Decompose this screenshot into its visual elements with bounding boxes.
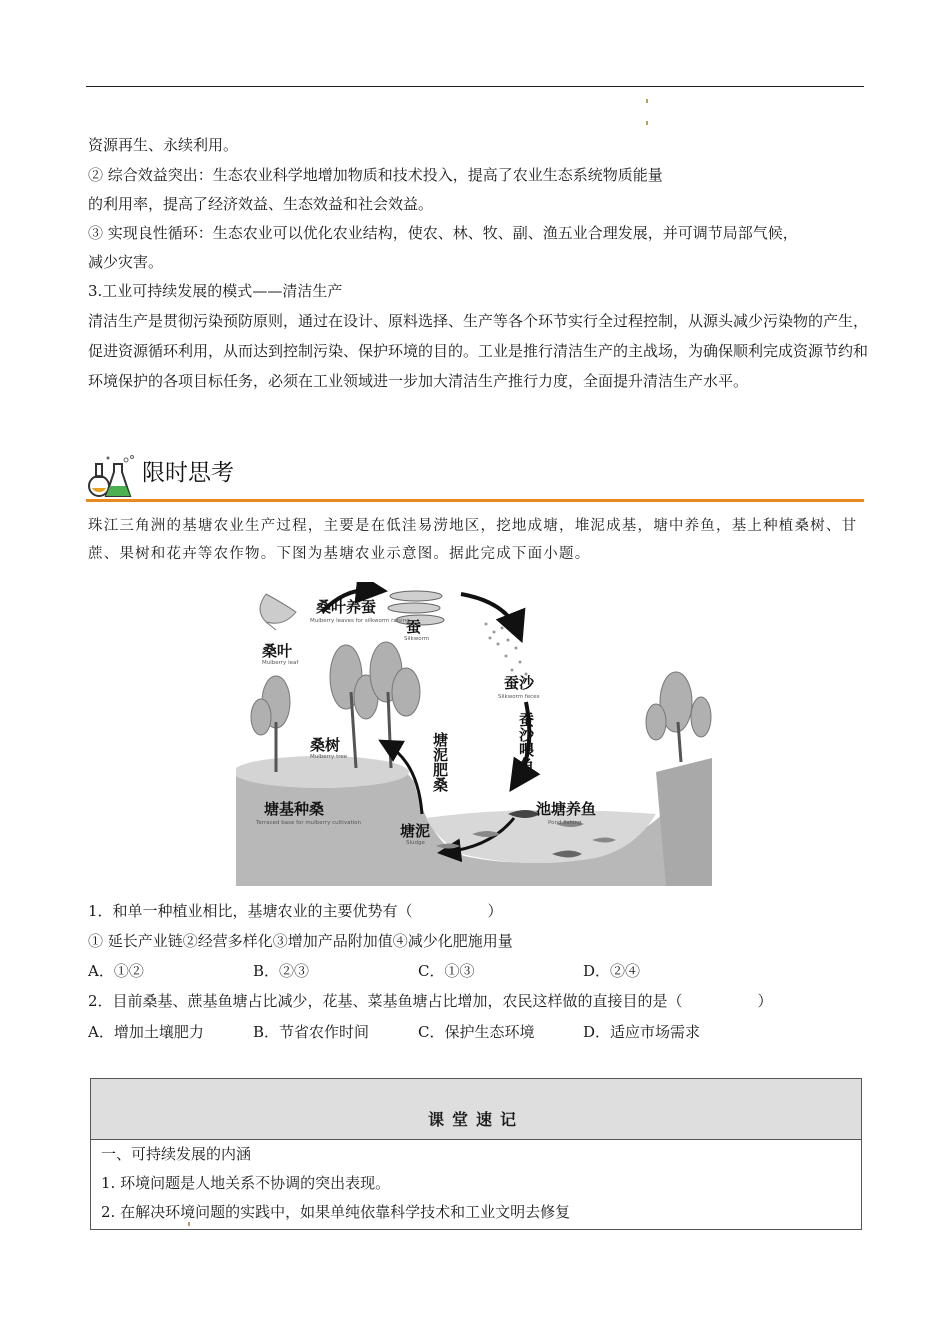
- class-notes-box: [90, 1078, 862, 1230]
- label-feed-silkworm-en: Mulberry leaves for silkworm raising: [310, 618, 410, 624]
- label-sludge-en: Sludge: [406, 840, 425, 846]
- label-pond-fish-en: Pond fishing: [548, 820, 582, 826]
- label-sludge: 塘泥: [400, 822, 431, 840]
- notes-row: 2. 在解决环境问题的实践中，如果单纯依靠科学技术和工业文明去修复: [101, 1203, 571, 1221]
- clean-production-paragraph: 清洁生产是贯彻污染预防原则，通过在设计、原料选择、生产等各个环节实行全过程控制，从源头减少污染物的产生，促进资源循环利用，从而达到控制污染、保护环境的目的。工业是推行清洁生产的主战场，为确保顺利完成资源节约和环境保护的各项目标任务，必须在工业领域进一步加大清洁生产推行力度，全面提升清洁生产水平。: [88, 312, 869, 390]
- label-feed-silkworm: 桑叶养蚕: [316, 598, 377, 616]
- notes-row: 1. 环境问题是人地关系不协调的突出表现。: [101, 1174, 391, 1192]
- label-feces-feed-fish: 蚕沙喂鱼: [517, 712, 535, 772]
- section-underline: [86, 499, 864, 502]
- label-pond-fish: 池塘养鱼: [536, 800, 597, 818]
- text-line: ② 综合效益突出：生态农业科学地增加物质和技术投入，提高了农业生态系统物质能量: [88, 166, 663, 184]
- label-silkworm-en: Silkworm: [404, 636, 430, 642]
- text-line: 的利用率，提高了经济效益、生态效益和社会效益。: [88, 195, 434, 213]
- q2-option-b[interactable]: B．节省农作时间: [253, 1023, 370, 1041]
- q1-option-b[interactable]: B．②③: [253, 962, 310, 980]
- subheading-clean-production: 3.工业可持续发展的模式——清洁生产: [88, 282, 343, 300]
- q2-option-c[interactable]: C．保护生态环境: [418, 1023, 535, 1041]
- question-2-stem: 2．目前桑基、蔗基鱼塘占比减少，花基、菜基鱼塘占比增加，农民这样做的直接目的是（ ）: [88, 992, 773, 1010]
- q1-option-c[interactable]: C．①③: [418, 962, 475, 980]
- section-title: 限时思考: [142, 460, 234, 486]
- header-rule: [86, 86, 864, 87]
- q2-option-a[interactable]: A．增加土壤肥力: [88, 1023, 204, 1041]
- dike-pond-diagram: [236, 582, 712, 886]
- label-leaf-en: Mulberry leaf: [262, 660, 299, 666]
- class-notes-header: [91, 1079, 861, 1140]
- question-1-stem: 1．和单一种植业相比，基塘农业的主要优势有（ ）: [88, 902, 503, 920]
- diagram-illustration: [236, 582, 712, 886]
- q1-option-d[interactable]: D．②④: [583, 962, 641, 980]
- q1-option-a[interactable]: A．①②: [88, 962, 144, 980]
- question-intro: 珠江三角洲的基塘农业生产过程，主要是在低洼易涝地区，挖地成塘，堆泥成基，塘中养鱼，基上种植桑树、甘蔗、果树和花卉等农作物。下图为基塘农业示意图。据此完成下面小题。: [88, 518, 858, 562]
- label-mulberry-tree: 桑树: [310, 736, 341, 754]
- label-silkworm-feces-en: Silkworm feces: [498, 694, 540, 700]
- class-notes-title: 课堂速记: [427, 1110, 524, 1129]
- label-silkworm-feces: 蚕沙: [504, 674, 535, 692]
- label-dike-mulberry-en: Terraced base for mulberry cultivation: [256, 820, 361, 826]
- label-silkworm: 蚕: [406, 618, 422, 636]
- label-dike-mulberry: 塘基种桑: [264, 800, 325, 818]
- label-sludge-fertilize: 塘泥肥桑: [431, 732, 449, 792]
- decorative-marks: [646, 99, 649, 129]
- label-mulberry-tree-en: Mulberry tree: [310, 754, 348, 760]
- text-line: ③ 实现良性循环：生态农业可以优化农业结构，使农、林、牧、副、渔五业合理发展，并可调节局部气候，: [88, 224, 798, 242]
- text-line: 资源再生、永续利用。: [88, 136, 239, 154]
- q2-option-d[interactable]: D．适应市场需求: [583, 1023, 701, 1041]
- label-leaf: 桑叶: [262, 642, 293, 660]
- question-1-items: ① 延长产业链②经营多样化③增加产品附加值④减少化肥施用量: [88, 932, 513, 950]
- section-header: [86, 452, 864, 502]
- flask-icon: [86, 452, 138, 500]
- text-line: 减少灾害。: [88, 253, 164, 271]
- decorative-mark: [188, 1222, 190, 1226]
- notes-row: 一、可持续发展的内涵: [101, 1145, 252, 1163]
